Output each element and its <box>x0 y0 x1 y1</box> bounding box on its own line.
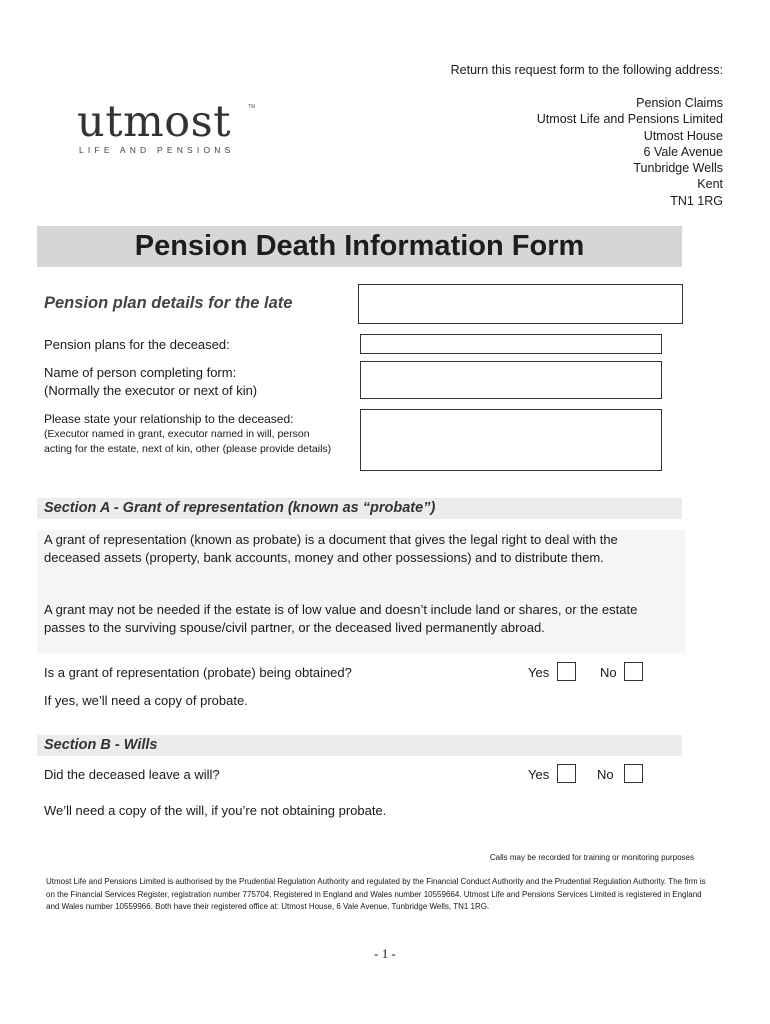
section-a-para1: A grant of representation (known as probate) is a document that gives the legal right to deal with the deceased assets (property, bank accounts, money and other possessions) and to distribute them. <box>44 532 618 565</box>
plan-details-heading: Pension plan details for the late <box>44 294 293 312</box>
will-no-label: No <box>597 767 614 782</box>
relationship-note: (Executor named in grant, executor named in will, person acting for the estate, next of kin, other (please provide details) <box>44 428 332 455</box>
logo-wordmark: utmost <box>77 97 231 147</box>
form-title: Pension Death Information Form <box>134 230 585 262</box>
probate-no-label: No <box>600 665 617 680</box>
address-line: Pension Claims <box>636 96 723 110</box>
logo-subtitle: LIFE AND PENSIONS <box>79 145 235 155</box>
person-label-line1: Name of person completing form: <box>44 365 237 380</box>
address-line: Kent <box>697 177 723 192</box>
relationship-label: Please state your relationship to the deceased: <box>44 412 294 426</box>
address-line: Utmost Life and Pensions Limited <box>536 112 723 127</box>
will-yes-label: Yes <box>528 767 550 782</box>
section-a-title: Section A - Grant of representation (known as “probate”) <box>44 500 436 516</box>
regulatory-statement: Utmost Life and Pensions Limited is authorised by the Prudential Regulation Authority and regulated by the Financial Conduct Authority and the Prudential Regulation Authority. The firm is on the Financial Services Register, registration number 775704. Registered in England and Wales number 10559664. Utmost Life and Pensions Services Limited is registered in England and Wales number 10559966. Both have their registered office at: Utmost House, 6 Vale Avenue, Tunbridge Wells, TN1 1RG. <box>46 877 706 911</box>
deceased-name-field[interactable] <box>358 284 683 324</box>
probate-yes-checkbox[interactable] <box>557 662 576 681</box>
probate-yes-label: Yes <box>528 665 550 680</box>
address-line: TN1 1RG <box>670 193 723 208</box>
page-number: - 1 - <box>374 946 396 961</box>
plans-label: Pension plans for the deceased: <box>44 337 230 352</box>
logo-trademark: TM <box>248 104 256 110</box>
address-line: Utmost House <box>643 128 723 143</box>
will-no-checkbox[interactable] <box>624 764 643 783</box>
return-address <box>440 95 723 209</box>
probate-question: Is a grant of representation (probate) being obtained? <box>44 665 352 680</box>
utmost-logo <box>77 97 267 160</box>
probate-note: If yes, we’ll need a copy of probate. <box>44 693 248 708</box>
completing-person-field[interactable] <box>360 361 662 399</box>
section-a-para2: A grant may not be needed if the estate is of low value and doesn’t include land or shares, or the estate passes to the surviving spouse/civil partner, or the deceased lived permanently abroad. <box>44 602 638 635</box>
section-b-title: Section B - Wills <box>44 737 158 753</box>
calls-recorded-note: Calls may be recorded for training or monitoring purposes <box>489 853 694 862</box>
address-line: 6 Vale Avenue <box>643 144 723 159</box>
address-line: Tunbridge Wells <box>633 161 723 176</box>
will-note: We’ll need a copy of the will, if you’re not obtaining probate. <box>44 803 387 818</box>
will-yes-checkbox[interactable] <box>557 764 576 783</box>
return-instruction: Return this request form to the following address: <box>450 63 723 77</box>
relationship-field[interactable] <box>360 409 662 471</box>
will-question: Did the deceased leave a will? <box>44 767 220 782</box>
person-label-line2: (Normally the executor or next of kin) <box>44 383 258 398</box>
pension-plans-field[interactable] <box>360 334 662 354</box>
probate-no-checkbox[interactable] <box>624 662 643 681</box>
